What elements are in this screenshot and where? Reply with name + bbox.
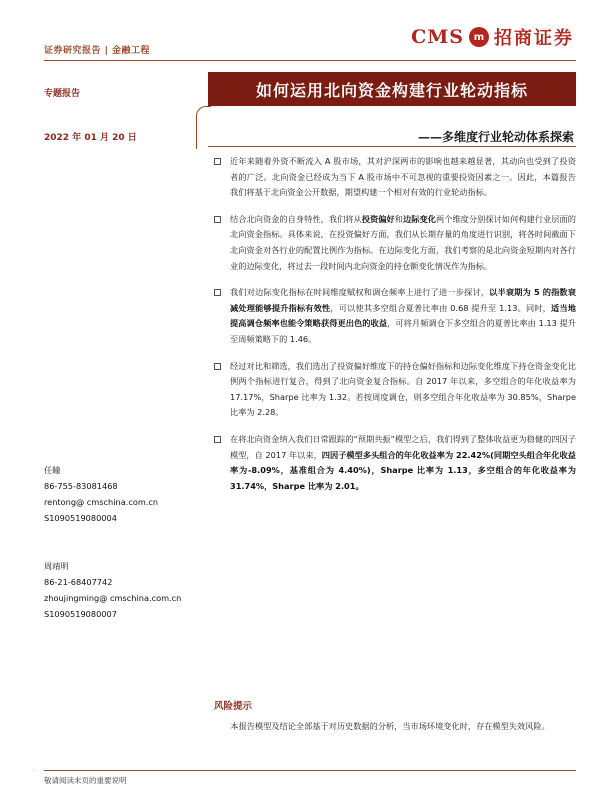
bullet-bold-text: 边际变化 bbox=[403, 213, 436, 224]
summary-list bbox=[214, 154, 576, 505]
author-name: 任瞳 bbox=[44, 465, 61, 475]
footer-divider bbox=[44, 770, 576, 771]
author-phone: 86-21-68407742 bbox=[44, 577, 113, 587]
bullet-bold-text: 以半衰期为 5 的指数衰减处理能够提升指标有效性 bbox=[230, 287, 576, 313]
summary-bullet bbox=[214, 154, 576, 201]
bullet-text: 结合北向资金的自身特性，我们将从 bbox=[230, 213, 362, 224]
bullet-square-icon bbox=[214, 158, 221, 165]
bullet-square-icon bbox=[214, 363, 221, 370]
bullet-text: 和 bbox=[394, 213, 404, 224]
logo-cms-text: CMS bbox=[411, 26, 464, 48]
page-subtitle: ——多维度行业轮动体系探索 bbox=[417, 130, 574, 144]
company-logo bbox=[411, 22, 574, 52]
bullet-text: 近年来随着外资不断流入 A 股市场，其对沪深两市的影响也越来越显著，其动向也受到了投资者的广泛。北向资金已经成为当下 A 股市场中不可忽视的重要投资因素之一。因此，本篇报告我们将基于北向资金公开数据，期望构建一个相对有效的行业轮动指标。 bbox=[230, 156, 576, 198]
summary-bullet bbox=[214, 432, 576, 494]
report-type: 专题报告 bbox=[44, 89, 81, 99]
author-email[interactable]: zhoujingming@ cmschina.com.cn bbox=[44, 593, 182, 603]
bullet-bold-text: 投资偏好 bbox=[361, 213, 395, 224]
page-title: 如何运用北向资金构建行业轮动指标 bbox=[208, 72, 576, 106]
logo-chinese-text: 招商证券 bbox=[494, 28, 574, 49]
bullet-text: ，可将月频调仓下多空组合的夏普比率由 1.13 提升至周频策略下的 1.46。 bbox=[230, 318, 576, 344]
logo-seal-icon: m bbox=[469, 27, 489, 47]
report-date: 2022 年 01 月 20 日 bbox=[44, 133, 137, 143]
subtitle-divider bbox=[208, 146, 576, 147]
risk-title: 风险提示 bbox=[214, 701, 253, 712]
bullet-text: 在将北向资金纳入我们日常跟踪的“预期共振”模型之后，我们得到了整体收益更为稳健的四因子模型，自 2017 年以来， bbox=[230, 433, 576, 460]
footer-note: 敬请阅读末页的重要说明 bbox=[44, 776, 127, 785]
bullet-square-icon bbox=[214, 289, 221, 296]
bullet-bold-text: 适当地提高调仓频率也能令策略获得更出色的收益 bbox=[230, 302, 576, 329]
author-cert: S1090519080004 bbox=[44, 513, 117, 523]
summary-bullet bbox=[214, 285, 576, 347]
bullet-bold-text: 四因子模型多头组合的年化收益率为 22.42%(同期空头组合年化收益率为-8.09%，基准组合为 4.40%)，Sharpe 比率为 1.13，多空组合的年化收益率为 31.74%，Sharpe 比率为 2.01。 bbox=[230, 449, 576, 491]
bullet-square-icon bbox=[214, 216, 221, 223]
bullet-text: 经过对比和筛选，我们选出了投资偏好维度下的持仓偏好指标和边际变化维度下持仓资金变化比例两个指标进行复合，得到了北向资金复合指标。自 2017 年以来，多空组合的年化收益率为 17.17%，Sharpe 比率为 1.32。若按周度调仓，则多空组合年化收益率为 30.85%，Sharpe 比率为 2.28。 bbox=[230, 360, 576, 418]
summary-bullet bbox=[214, 212, 576, 274]
bullet-text: 我们对边际变化指标在时间维度赋权和调仓频率上进行了进一步探讨， bbox=[230, 287, 490, 298]
header-divider bbox=[44, 60, 576, 61]
bullet-text: ，可以使其多空组合夏普比率由 0.68 提升至 1.13。同时， bbox=[330, 302, 552, 313]
author-cert: S1090519080007 bbox=[44, 609, 117, 619]
author-block bbox=[44, 558, 181, 622]
author-phone: 86-755-83081468 bbox=[44, 481, 118, 491]
author-name: 周靖明 bbox=[44, 561, 69, 571]
author-block bbox=[44, 462, 158, 526]
bullet-square-icon bbox=[214, 436, 221, 443]
title-decoration bbox=[196, 106, 211, 149]
summary-bullet bbox=[214, 359, 576, 421]
section-label: 证券研究报告 | 金融工程 bbox=[44, 46, 151, 56]
risk-text: 本报告模型及结论全部基于对历史数据的分析，当市场环境变化时，存在模型失效风险。 bbox=[230, 721, 550, 731]
bullet-text: 两个维度分别探讨如何构建行业层面的北向资金指标。具体来说，在投资偏好方面，我们从长期存量的角度进行识别，将各时间截面下北向资金对各行业的配置比例作为指标。在边际变化方面，我们考察的是北向资金短期内对各行业的边际变化，将过去一段时间内北向资金的持仓额变化情况作为指标。 bbox=[230, 213, 576, 271]
author-email[interactable]: rentong@ cmschina.com.cn bbox=[44, 497, 159, 507]
